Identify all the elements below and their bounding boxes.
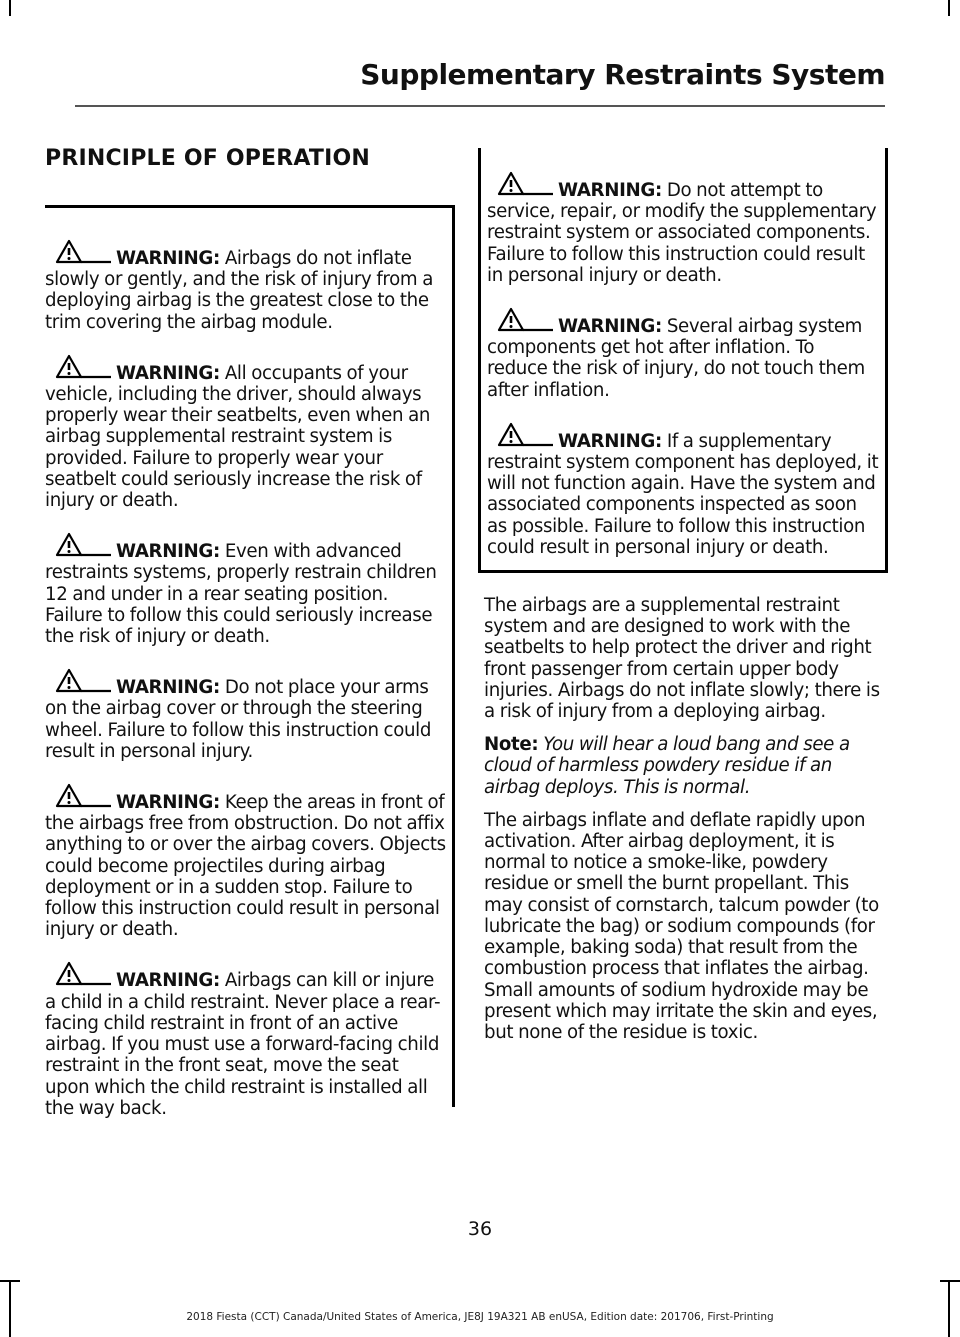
warning-label: WARNING:: [115, 792, 220, 814]
warning-item: [45, 960, 446, 1118]
warning-box-left: [45, 205, 455, 1119]
body-paragraph: The airbags are a supplemental restraint system and are designed to work with the seatbelts to help protect the driver and right front passenger from certain upper body injuries. Airbags do not inflate slowly; there is a risk of injury from a deploying airbag.: [484, 595, 880, 723]
warning-triangle-icon: [55, 238, 111, 266]
warning-triangle-icon: [55, 353, 111, 381]
crop-mark: [9, 0, 11, 16]
crop-mark: [948, 0, 950, 16]
warning-label: WARNING:: [115, 541, 220, 563]
warning-label: WARNING:: [557, 316, 662, 338]
warning-triangle-icon: [55, 960, 111, 988]
right-column: [478, 148, 888, 1055]
note-paragraph: [484, 734, 888, 798]
warning-text: Keep the areas in front of the airbags free from obstruction. Do not affix anything to or over the airbag covers. Objects could become projectiles during airbag deployment or in a sudden stop. Failure to follow this instruction could result in personal injury or death.: [45, 792, 446, 941]
warning-label: WARNING:: [115, 970, 220, 992]
note-text: You will hear a loud bang and see a cloud of harmless powdery residue if an airbag deploys. This is normal.: [484, 734, 850, 798]
warning-item: [487, 421, 879, 558]
warning-triangle-icon: [497, 170, 553, 198]
crop-mark: [948, 1280, 950, 1337]
warning-item: [487, 306, 879, 401]
warning-text: Do not attempt to service, repair, or modify the supplementary restraint system or associated components. Failure to follow this instruction could result in personal injury or death.: [487, 180, 877, 286]
footer-edition-info: 2018 Fiesta (CCT) Canada/United States of America, JE8J 19A321 AB enUSA, Edition date: 201706, First-Printing: [186, 1311, 774, 1323]
warning-text: Several airbag system components get hot after inflation. To reduce the risk of injury, do not touch them after inflation.: [487, 316, 865, 401]
warning-label: WARNING:: [115, 677, 220, 699]
crop-mark: [0, 1280, 20, 1282]
warning-text: All occupants of your vehicle, including the driver, should always properly wear their seatbelts, even when an airbag supplemental restraint system is provided. Failure to properly wear your seatbelt could seriously increase the risk of injury or death.: [45, 362, 431, 512]
warning-text: Airbags do not inflate slowly or gently, and the risk of injury from a deploying airbag is the greatest close to the trim covering the airbag module.: [45, 248, 434, 333]
warning-triangle-icon: [497, 421, 553, 449]
warning-text: Even with advanced restraints systems, properly restrain children 12 and under in a rear seating position. Failure to follow this could seriously increase the risk of injury or death.: [45, 541, 437, 648]
warning-triangle-icon: [55, 782, 111, 810]
warning-text: Airbags can kill or injure a child in a child restraint. Never place a rear-facing child restraint in front of an active airbag. If you must use a forward-facing child restraint in the front seat, move the seat upon which the child restraint is installed all the way back.: [45, 970, 441, 1119]
warning-label: WARNING:: [115, 362, 220, 384]
left-column: [45, 140, 455, 1119]
warning-item: [45, 667, 446, 762]
crop-mark: [9, 1280, 11, 1337]
warning-item: [45, 238, 446, 333]
warning-label: WARNING:: [115, 248, 220, 269]
warning-item: [45, 353, 446, 511]
warning-text: Do not place your arms on the airbag cover or through the steering wheel. Failure to follow this instruction could result in personal injury.: [45, 677, 432, 762]
crop-mark: [940, 1280, 960, 1282]
warning-label: WARNING:: [557, 430, 662, 452]
section-title: PRINCIPLE OF OPERATION: [45, 146, 371, 171]
warning-item: [487, 170, 879, 286]
warning-triangle-icon: [55, 667, 111, 695]
body-paragraph: The airbags inflate and deflate rapidly upon activation. After airbag deployment, it is normal to notice a smoke-like, powdery residue or smell the burnt propellant. This may consist of cornstarch, talcum powder (to lubricate the bag) or sodium compounds (for example, baking soda) that result from the combustion process that inflates the airbag. Small amounts of sodium hydroxide may be present which may irritate the skin and eyes, but none of the residue is toxic.: [484, 809, 879, 1043]
header-divider: [75, 105, 885, 107]
warning-label: WARNING:: [557, 180, 662, 201]
warning-triangle-icon: [55, 531, 111, 559]
warning-item: [45, 782, 446, 940]
warning-text: If a supplementary restraint system component has deployed, it will not function again. Have the system and associated components inspected as soon as possible. Failure to follow this instruction could result in personal injury or death.: [487, 430, 879, 558]
warning-box-right: [478, 148, 888, 573]
page-number: 36: [467, 1218, 493, 1240]
warning-item: [45, 531, 446, 647]
warning-triangle-icon: [497, 306, 553, 334]
page-header-title: Supplementary Restraints System: [360, 58, 885, 91]
note-label: Note:: [484, 734, 539, 756]
